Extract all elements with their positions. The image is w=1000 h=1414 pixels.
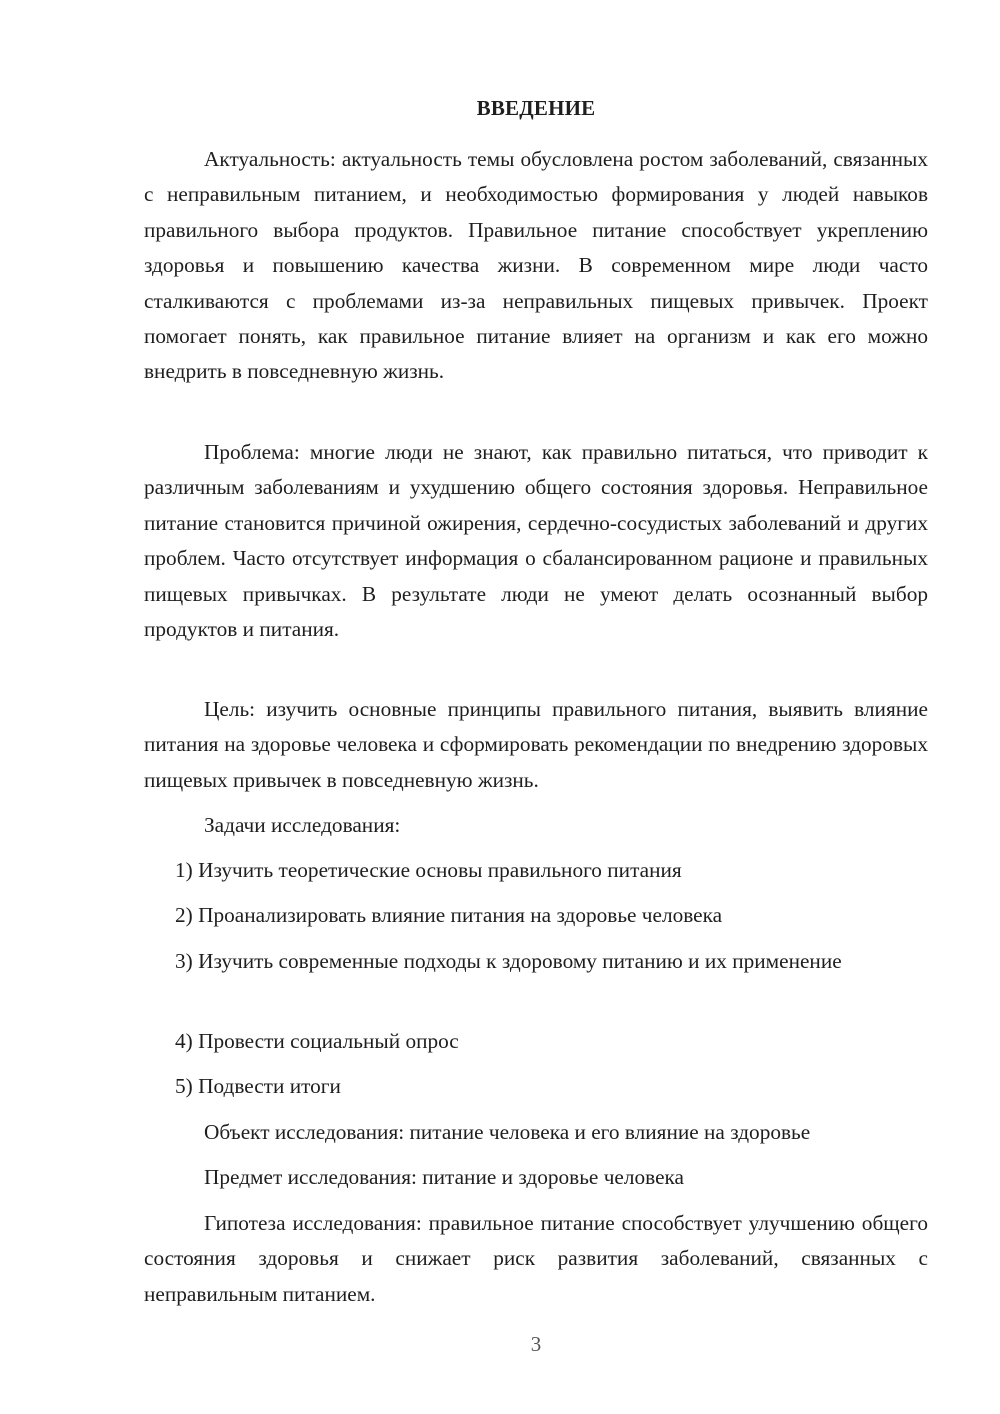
section-title: ВВЕДЕНИЕ <box>476 96 596 120</box>
task-item: 4) Провести социальный опрос <box>175 1029 459 1053</box>
task-item: 1) Изучить теоретические основы правильного питания <box>175 858 682 882</box>
research-hypothesis: Гипотеза исследования: правильное питание способствует улучшению общего состояния здоровья и снижает риск развития заболеваний, связанных с неправильным питанием. <box>144 1211 928 1306</box>
research-object: Объект исследования: питание человека и его влияние на здоровье <box>204 1120 811 1144</box>
tasks-heading: Задачи исследования: <box>204 813 401 837</box>
task-item: 5) Подвести итоги <box>175 1074 341 1098</box>
relevance-paragraph: Актуальность: актуальность темы обусловлена ростом заболеваний, связанных с неправильным питанием, и необходимостью формирования у людей навыков правильного выбора продуктов. Правильное питание способствует укреплению здоровья и повышению качества жизни. В современном мире люди часто сталкиваются с проблемами из-за неправильных пищевых привычек. Проект помогает понять, как правильное питание влияет на организм и как его можно внедрить в повседневную жизнь. <box>144 147 928 384</box>
task-item: 2) Проанализировать влияние питания на здоровье человека <box>175 903 723 927</box>
task-item: 3) Изучить современные подходы к здоровому питанию и их применение <box>175 949 842 973</box>
problem-paragraph: Проблема: многие люди не знают, как правильно питаться, что приводит к различным заболеваниям и ухудшению общего состояния здоровья. Неправильное питание становится причиной ожирения, сердечно-сосудистых заболеваний и других проблем. Часто отсутствует информация о сбалансированном рационе и правильных пищевых привычках. В результате люди не умеют делать осознанный выбор продуктов и питания. <box>144 440 928 642</box>
page-number: 3 <box>530 1332 542 1356</box>
goal-paragraph: Цель: изучить основные принципы правильного питания, выявить влияние питания на здоровье человека и сформировать рекомендации по внедрению здоровых пищевых привычек в повседневную жизнь. <box>144 697 928 792</box>
research-subject: Предмет исследования: питание и здоровье человека <box>204 1165 685 1189</box>
